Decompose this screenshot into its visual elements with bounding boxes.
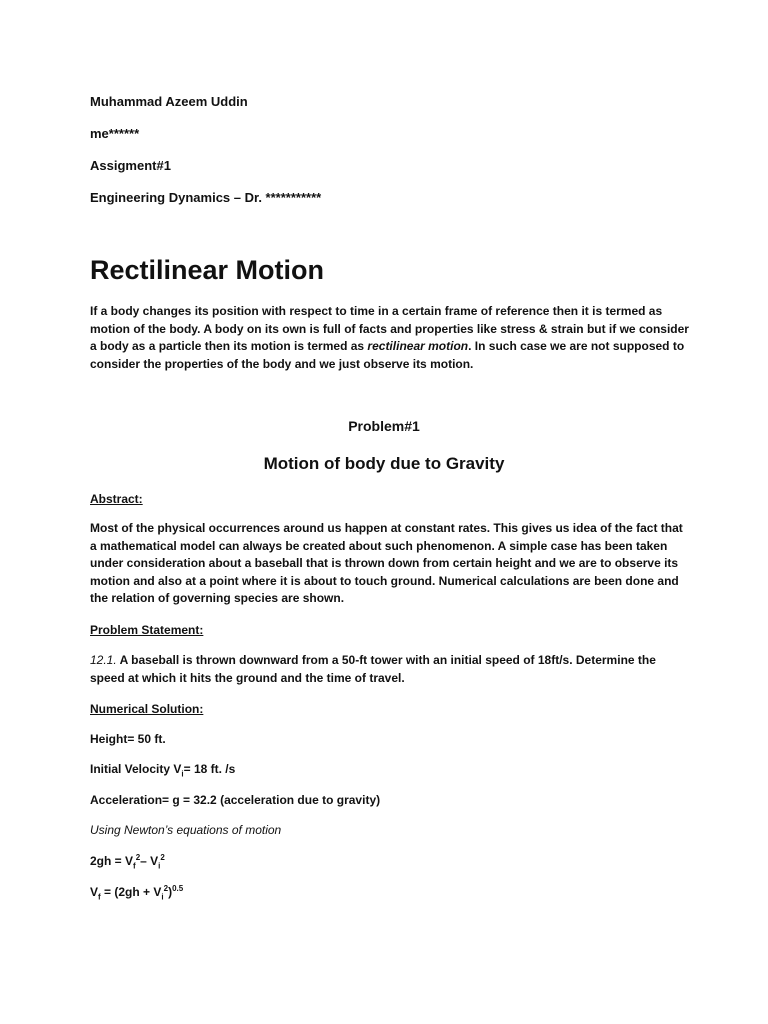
abstract-heading: Abstract:	[90, 492, 143, 506]
problem-heading: Motion of body due to Gravity	[263, 454, 505, 473]
equation-2	[90, 884, 183, 901]
eq2-exponent: 0.5	[172, 884, 184, 893]
statement-number: 12.1.	[90, 653, 117, 667]
author-name: Muhammad Azeem Uddin	[90, 94, 248, 109]
intro-emphasis: rectilinear motion	[367, 339, 469, 354]
velocity-value: = 18 ft. /s	[183, 762, 236, 776]
course-line: Engineering Dynamics – Dr. ***********	[90, 190, 322, 205]
eq1-i-sub: i	[158, 861, 161, 871]
eq2-mid: = (2gh + V	[100, 885, 162, 899]
assignment-label: Assigment#1	[90, 158, 171, 173]
acceleration-line: Acceleration= g = 32.2 (acceleration due to gravity)	[90, 793, 381, 807]
velocity-line	[90, 762, 235, 778]
statement-paragraph	[90, 652, 690, 687]
eq2-square: 2	[163, 884, 169, 893]
intro-text-1: If a body changes its position with respect to time in a certain frame of reference then it is termed as motion of the body. A body on its own is full of facts and properties like stress & strain but if we consider a body as a particle then its motion is termed as	[90, 304, 689, 354]
problem-label: Problem#1	[348, 418, 420, 434]
eq1-f-sub: f	[133, 861, 136, 871]
solution-heading: Numerical Solution:	[90, 702, 204, 716]
intro-text-2: . In such case we are not supposed to consider the properties of the body and we just observe its motion.	[90, 339, 685, 371]
method-line: Using Newton’s equations of motion	[90, 823, 282, 837]
statement-heading: Problem Statement:	[90, 623, 204, 637]
equation-1	[90, 853, 165, 870]
eq2-i-sub: i	[161, 892, 164, 902]
page-title: Rectilinear Motion	[90, 255, 325, 285]
abstract-paragraph: Most of the physical occurrences around us happen at constant rates. This gives us idea of the fact that a mathematical model can always be created about such phenomenon. A simple case has been taken under consideration about a baseball that is thrown down from certain height and we are to observe its motion and also at a point where it is about to touch ground. Numerical calculations are been done and the relation of governing species are shown.	[90, 521, 683, 606]
statement-text: A baseball is thrown downward from a 50-ft tower with an initial speed of 18ft/s. Determine the speed at which it hits the ground and the time of travel.	[90, 653, 656, 685]
eq1-square-2: 2	[160, 853, 165, 862]
eq2-close: )	[168, 885, 173, 899]
eq1-square-1: 2	[135, 853, 141, 862]
eq1-minus: – V	[140, 854, 159, 868]
student-id: me******	[90, 126, 140, 141]
eq2-f-sub: f	[98, 892, 101, 902]
eq1-lhs: 2gh = V	[90, 854, 134, 868]
velocity-label: Initial Velocity V	[90, 762, 182, 776]
intro-paragraph	[90, 303, 690, 373]
eq2-v: V	[90, 885, 99, 899]
velocity-subscript: i	[181, 769, 184, 779]
height-line: Height= 50 ft.	[90, 732, 166, 746]
